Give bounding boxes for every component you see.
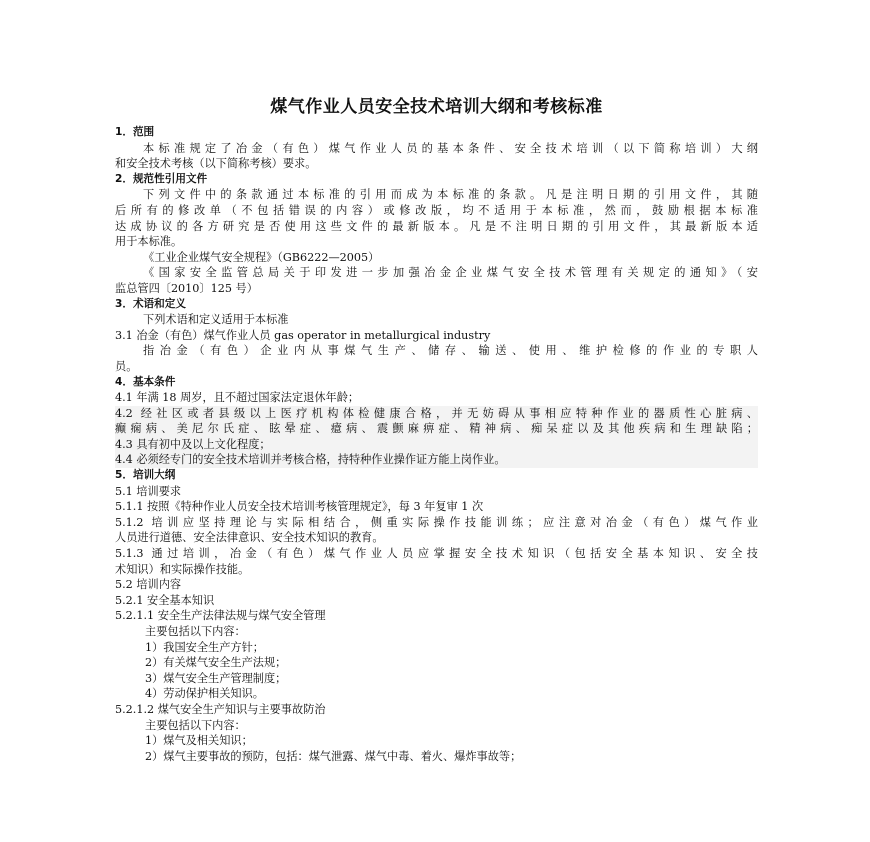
- text-line: 《国家安全监管总局关于印发进一步加强冶金企业煤气安全技术管理有关规定的通知》（安: [143, 266, 758, 280]
- text-line: 3）煤气安全生产管理制度；: [145, 671, 287, 685]
- text-line: 5.1.2 培训应坚持理论与实际相结合，侧重实际操作技能训练；应注意对冶金（有色）煤气作业: [115, 515, 758, 529]
- text-line: 主要包括以下内容：: [145, 625, 246, 638]
- text-line: 5.2.1 安全基本知识: [115, 593, 215, 607]
- text-line: 本标准规定了冶金（有色）煤气作业人员的基本条件、安全技术培训（以下简称培训）大纲: [143, 141, 758, 155]
- text-line: 1）我国安全生产方针；: [145, 640, 264, 654]
- section-heading: 3．术语和定义: [115, 297, 186, 310]
- text-line: 1）煤气及相关知识；: [145, 734, 253, 748]
- text-line: 癫痫病、美尼尔氏症、眩晕症、癔病、震颤麻痹症、精神病、痴呆症以及其他疾病和生理缺陷；: [115, 422, 758, 436]
- text-line: 4.3 具有初中及以上文化程度；: [115, 437, 758, 453]
- text-line: 2）煤气主要事故的预防，包括：煤气泄露、煤气中毒、着火、爆炸事故等；: [145, 749, 522, 763]
- text-line: 下列文件中的条款通过本标准的引用而成为本标准的条款。凡是注明日期的引用文件，其随: [143, 188, 758, 202]
- text-line: 3.1 冶金（有色）煤气作业人员 gas operator in metallurgical industry: [115, 328, 491, 342]
- section-heading: 4．基本条件: [115, 375, 176, 388]
- text-line: 5.2 培训内容: [115, 578, 182, 592]
- text-line: 人员进行道德、安全法律意识、安全技术知识的教育。: [115, 531, 384, 545]
- text-line: 达成协议的各方研究是否使用这些文件的最新版本。凡是不注明日期的引用文件，其最新版本适: [115, 219, 758, 233]
- text-line: 5.1 培训要求: [115, 484, 182, 498]
- text-line: 下列术语和定义适用于本标准: [143, 313, 289, 327]
- text-line: 和安全技术考核（以下简称考核）要求。: [115, 157, 317, 171]
- section-heading: 1．范围: [115, 126, 155, 138]
- text-line: 4.2 经社区或者县级以上医疗机构体检健康合格，并无妨碍从事相应特种作业的器质性心脏病、: [115, 406, 758, 420]
- document-title: 煤气作业人员安全技术培训大纲和考核标准: [270, 97, 603, 117]
- text-line: 4.1 年满 18 周岁，且不超过国家法定退休年龄；: [115, 391, 360, 405]
- text-line: 《工业企业煤气安全规程》（GB6222—2005）: [143, 250, 380, 264]
- text-line: 5.2.1.1 安全生产法律法规与煤气安全管理: [115, 609, 326, 623]
- section-heading: 5．培训大纲: [115, 469, 176, 482]
- text-line: 员。: [115, 359, 138, 373]
- text-line: 4.4 必须经专门的安全技术培训并考核合格，持特种作业操作证方能上岗作业。: [115, 452, 758, 468]
- text-line: 4）劳动保护相关知识。: [145, 687, 264, 701]
- text-line: 监总管四〔2010〕125 号）: [115, 281, 258, 295]
- text-line: 5.1.3 通过培训，冶金（有色）煤气作业人员应掌握安全技术知识（包括安全基本知识、安全技: [115, 547, 758, 561]
- text-line: 术知识）和实际操作技能。: [115, 562, 250, 576]
- section-heading: 2．规范性引用文件: [115, 172, 208, 185]
- text-line: 用于本标准。: [115, 235, 183, 249]
- text-line: 指冶金（有色）企业内从事煤气生产、储存、输送、使用、维护检修的作业的专职人: [143, 344, 758, 358]
- document-body: [115, 125, 758, 764]
- text-line: 2）有关煤气安全生产法规；: [145, 656, 287, 670]
- text-line: 5.1.1 按照《特种作业人员安全技术培训考核管理规定》，每 3 年复审 1 次: [115, 500, 484, 514]
- text-line: 主要包括以下内容：: [145, 718, 246, 732]
- text-line: 后所有的修改单（不包括错误的内容）或修改版，均不适用于本标准，然而，鼓励根据本标准: [115, 203, 758, 217]
- text-line: 5.2.1.2 煤气安全生产知识与主要事故防治: [115, 702, 326, 716]
